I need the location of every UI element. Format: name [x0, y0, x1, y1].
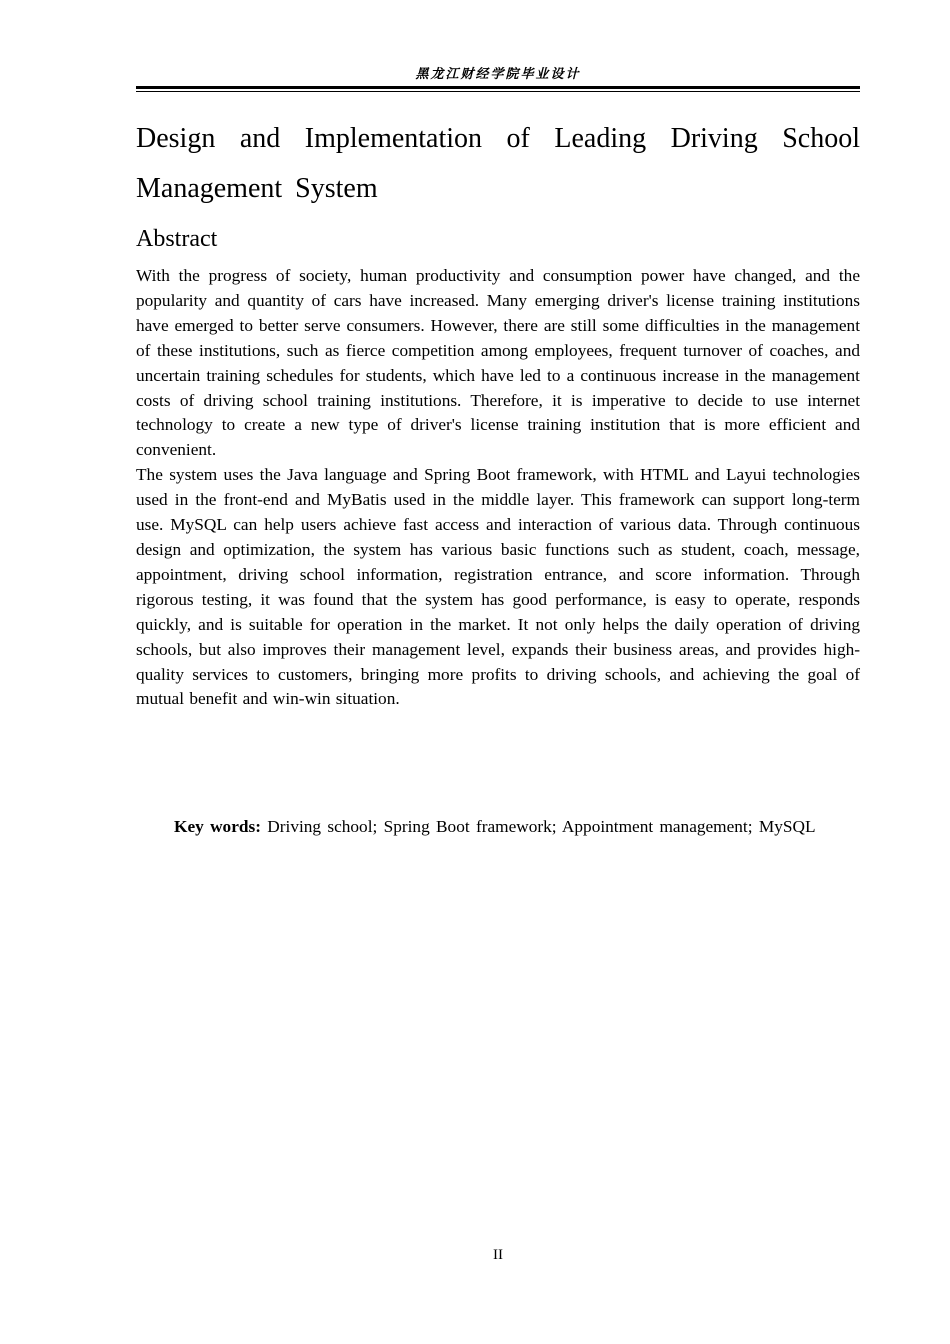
abstract-body [136, 264, 860, 712]
page-number: II [493, 1247, 503, 1263]
keywords-label: Key words: [174, 817, 261, 836]
abstract-paragraph-1: With the progress of society, human productivity and consumption power have changed, and the popularity and quantity of cars have increased. Many emerging driver's license training institutions have emerged to better serve consumers. However, there are still some difficulties in the management of these institutions, such as fierce competition among employees, frequent turnover of coaches, and uncertain training schedules for students, which have led to a continuous increase in the management costs of driving school training institutions. Therefore, it is imperative to decide to use internet technology to create a new type of driver's license training institution that is more efficient and convenient. [136, 266, 860, 460]
paper-title: Design and Implementation of Leading Driving School Management System [136, 123, 860, 204]
document-page [136, 0, 860, 1344]
keywords [136, 808, 860, 845]
abstract-heading: Abstract [136, 226, 218, 252]
keywords-text: Driving school; Spring Boot framework; Appointment management; MySQL [267, 817, 816, 836]
running-header: 黑龙江财经学院毕业设计 [415, 67, 581, 82]
abstract-paragraph-2: The system uses the Java language and Spring Boot framework, with HTML and Layui technologies used in the front-end and MyBatis used in the middle layer. This framework can support long-term use. MySQL can help users achieve fast access and interaction of various data. Through continuous design and optimization, the system has various basic functions such as student, coach, message, appointment, driving school information, registration entrance, and score information. Through rigorous testing, it was found that the system has good performance, is easy to operate, responds quickly, and is suitable for operation in the market. It not only helps the daily operation of driving schools, but also improves their management level, expands their business areas, and provides high-quality services to customers, bringing more profits to driving schools, and achieving the goal of mutual benefit and win-win situation. [136, 465, 860, 709]
header-double-rule [136, 86, 860, 92]
